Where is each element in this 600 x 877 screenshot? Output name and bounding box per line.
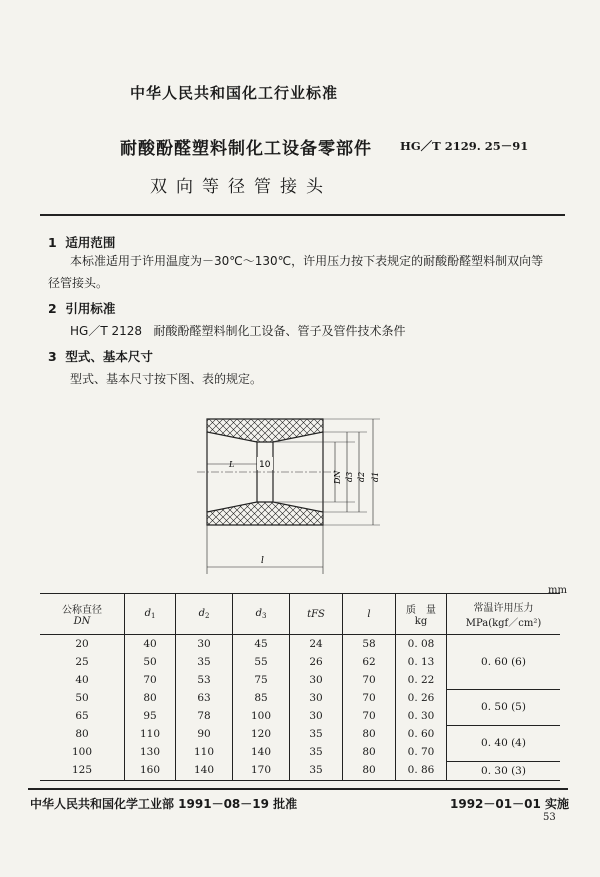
cell-d1: 160 — [125, 761, 176, 780]
cell-mass: 0. 60 — [396, 725, 447, 743]
header-d1-sub: 1 — [150, 612, 156, 620]
header-d2-sub: 2 — [204, 612, 210, 620]
cell-mass: 0. 13 — [396, 653, 447, 671]
section-1-title: 适用范围 — [65, 235, 116, 250]
table-unit: mm — [548, 585, 567, 596]
cell-d1: 50 — [125, 653, 176, 671]
dim-L-label: L — [229, 460, 235, 469]
section-1-number: 1 — [48, 235, 57, 250]
header-l-label: l — [367, 608, 371, 620]
dim-d2-label: d2 — [357, 471, 366, 482]
cell-d2: 140 — [176, 761, 233, 780]
top-wall-section — [207, 419, 323, 442]
page-number: 53 — [543, 812, 556, 823]
cell-d3: 140 — [233, 743, 290, 761]
header-d1 — [125, 594, 176, 635]
cell-d3: 85 — [233, 689, 290, 707]
cell-l: 58 — [343, 635, 396, 654]
cell-d1: 130 — [125, 743, 176, 761]
organization-title: 中华人民共和国化工行业标准 — [130, 84, 339, 102]
cell-l: 62 — [343, 653, 396, 671]
cell-l: 70 — [343, 671, 396, 689]
cell-d3: 55 — [233, 653, 290, 671]
header-rule — [40, 214, 565, 216]
reference-title: 耐酸酚醛塑料制化工设备、管子及管件技术条件 — [153, 324, 406, 338]
dimension-table — [40, 593, 560, 781]
cell-mass: 0. 30 — [396, 707, 447, 725]
header-d2 — [176, 594, 233, 635]
table-header-row — [40, 594, 560, 635]
cell-pressure: 0. 60 (6) — [447, 635, 561, 690]
cell-d1: 80 — [125, 689, 176, 707]
cell-mass: 0. 86 — [396, 761, 447, 780]
cell-pressure: 0. 40 (4) — [447, 725, 561, 761]
cell-dn: 80 — [75, 728, 89, 740]
header-d3-sub: 3 — [261, 612, 267, 620]
header-pressure-label: 常温许用压力 — [473, 603, 534, 614]
cell-mass: 0. 08 — [396, 635, 447, 654]
section-2-title: 引用标准 — [65, 301, 116, 316]
section-3-heading — [48, 347, 153, 365]
dim-d1-label: d1 — [371, 471, 380, 482]
cell-d2: 90 — [176, 725, 233, 743]
dim-DN-label: DN — [333, 470, 342, 484]
cell-l: 80 — [343, 761, 396, 780]
cell-l: 70 — [343, 689, 396, 707]
cell-d1: 40 — [125, 635, 176, 654]
cell-l: 80 — [343, 743, 396, 761]
table-row — [40, 725, 560, 743]
cell-d3: 100 — [233, 707, 290, 725]
cell-d2: 30 — [176, 635, 233, 654]
section-3-title: 型式、基本尺寸 — [65, 349, 153, 364]
cell-mass: 0. 70 — [396, 743, 447, 761]
table-row — [40, 635, 560, 654]
cell-mass: 0. 26 — [396, 689, 447, 707]
dim-10-label: 10 — [259, 460, 271, 470]
cell-d2: 35 — [176, 653, 233, 671]
cell-dn: 20 — [75, 638, 89, 650]
cell-l: 80 — [343, 725, 396, 743]
dim-l-lines — [207, 525, 323, 574]
cell-d1: 70 — [125, 671, 176, 689]
cell-tfs: 35 — [290, 743, 343, 761]
cell-pressure: 0. 30 (3) — [447, 761, 561, 780]
header-tfs-label: tFS — [307, 608, 325, 620]
header-mass — [396, 594, 447, 635]
cell-d2: 53 — [176, 671, 233, 689]
table-row — [40, 689, 560, 707]
cell-d2: 78 — [176, 707, 233, 725]
cell-dn: 65 — [75, 710, 89, 722]
section-1-heading — [48, 233, 115, 251]
dim-d3-label: d3 — [345, 471, 354, 482]
header-d1-label: d — [144, 608, 151, 619]
header-dn-label: 公称直径 — [62, 605, 102, 616]
coupling-drawing — [195, 412, 410, 582]
cell-mass: 0. 22 — [396, 671, 447, 689]
section-2-reference — [70, 322, 405, 339]
cell-dn: 100 — [71, 746, 93, 758]
header-dn — [40, 594, 125, 635]
cell-tfs: 24 — [290, 635, 343, 654]
header-mass-unit: kg — [414, 616, 428, 627]
header-d3-label: d — [255, 608, 262, 619]
header-d3 — [233, 594, 290, 635]
header-d2-label: d — [198, 608, 205, 619]
section-2-heading — [48, 299, 115, 317]
cell-d2: 63 — [176, 689, 233, 707]
cell-dn: 125 — [40, 761, 125, 780]
cell-d3: 45 — [233, 635, 290, 654]
footer-rule — [28, 788, 568, 790]
bottom-wall-section — [207, 502, 323, 525]
cell-d3: 120 — [233, 725, 290, 743]
cell-tfs: 26 — [290, 653, 343, 671]
header-tfs — [290, 594, 343, 635]
cell-tfs: 30 — [290, 689, 343, 707]
approval-note: 中华人民共和国化学工业部 1991－08－19 批准 — [30, 797, 298, 811]
reference-code: HG／T 2128 — [70, 324, 143, 338]
cell-tfs: 30 — [290, 671, 343, 689]
document-subtitle: 双向等径管接头 — [150, 177, 332, 197]
section-3-text: 型式、基本尺寸按下图、表的规定。 — [70, 372, 263, 386]
cell-tfs: 35 — [290, 725, 343, 743]
cell-d1: 95 — [125, 707, 176, 725]
cell-d3: 170 — [233, 761, 290, 780]
cell-tfs: 30 — [290, 707, 343, 725]
section-2-number: 2 — [48, 301, 57, 316]
cell-tfs: 35 — [290, 761, 343, 780]
header-pressure-unit: MPa(kgf／cm²) — [465, 618, 542, 629]
section-1-text: 本标准适用于许用温度为－30℃～130℃，许用压力按下表规定的耐酸酚醛塑料制双向等径管接头。 — [48, 254, 544, 290]
table-row — [40, 761, 560, 780]
cell-dn: 25 — [75, 656, 89, 668]
header-mass-label: 质 量 — [406, 605, 436, 616]
section-3-number: 3 — [48, 349, 57, 364]
cell-dn: 40 — [75, 674, 89, 686]
header-dn-sub: DN — [73, 616, 91, 627]
header-pressure — [447, 594, 561, 635]
cell-d3: 75 — [233, 671, 290, 689]
cell-dn: 50 — [75, 692, 89, 704]
standard-code: HG／T 2129. 25－91 — [400, 139, 529, 153]
cell-d2: 110 — [176, 743, 233, 761]
document-title: 耐酸酚醛塑料制化工设备零部件 — [120, 139, 372, 159]
cell-l: 70 — [343, 707, 396, 725]
cell-d1: 110 — [125, 725, 176, 743]
effective-date: 1992－01－01 实施 — [450, 797, 569, 811]
cell-pressure: 0. 50 (5) — [447, 689, 561, 725]
header-l — [343, 594, 396, 635]
dim-l-label: l — [261, 556, 264, 566]
